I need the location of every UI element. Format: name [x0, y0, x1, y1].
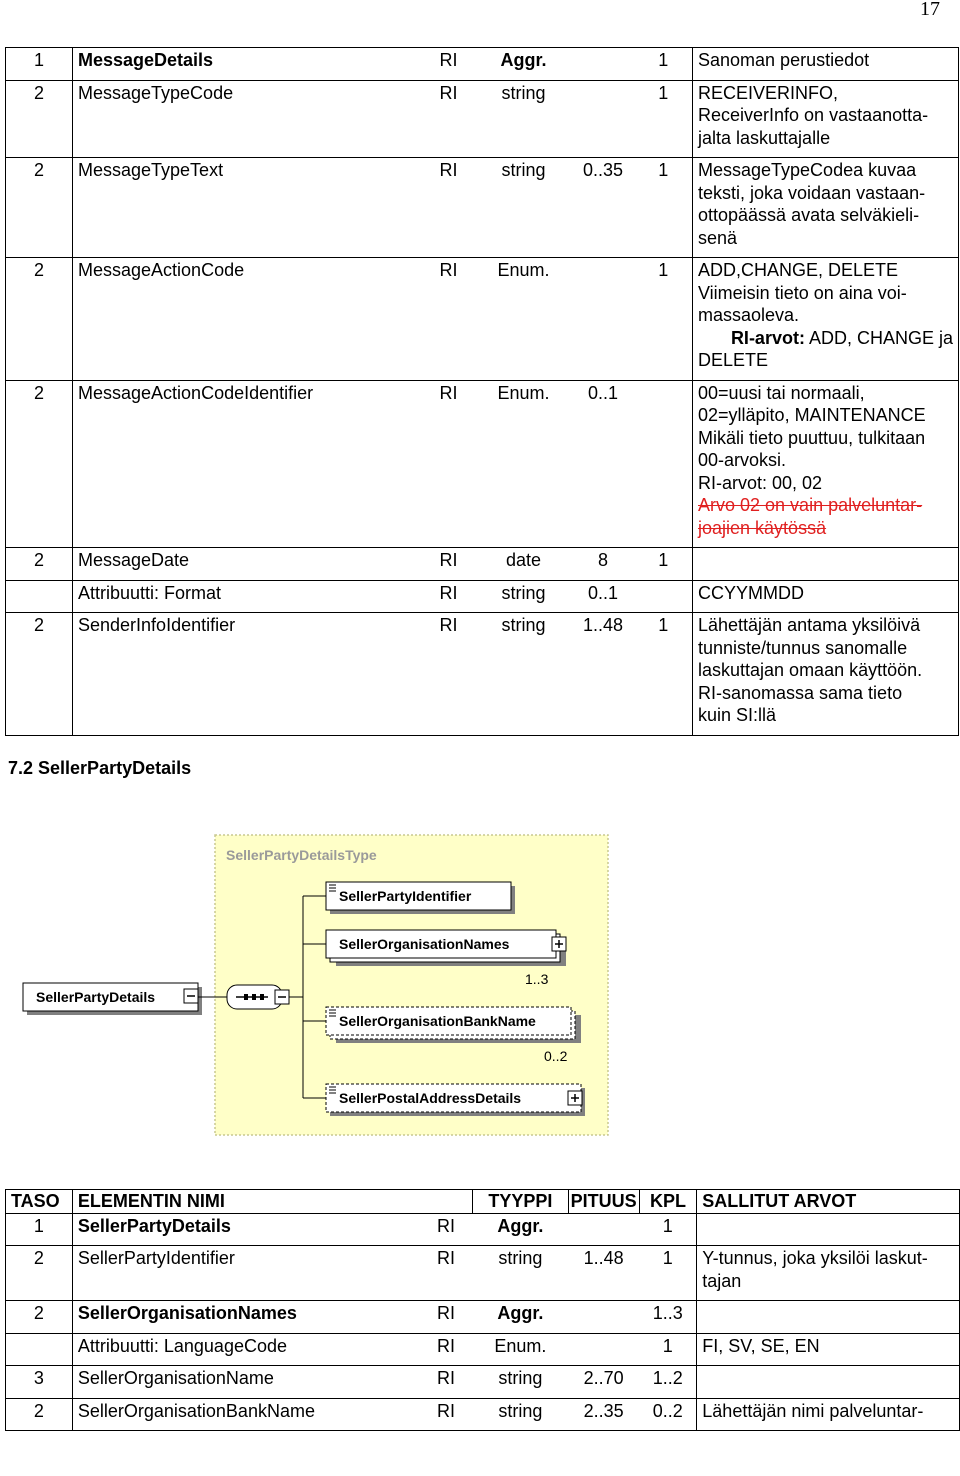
name-cell: Attribuutti: Format [73, 580, 435, 613]
length-cell: 0..35 [572, 158, 635, 258]
usage-cell: RI [432, 1366, 473, 1399]
name-cell: MessageActionCodeIdentifier [73, 380, 435, 548]
level-cell: 2 [6, 1301, 73, 1334]
element-3-cardinality: 0..2 [544, 1048, 568, 1064]
name-cell: MessageTypeText [73, 158, 435, 258]
table-row [6, 380, 959, 548]
table-row [6, 1333, 960, 1366]
length-cell [568, 1301, 639, 1334]
count-cell: 0..2 [639, 1398, 697, 1431]
usage-cell: RI [432, 1398, 473, 1431]
name-cell: SellerPartyIdentifier [72, 1246, 432, 1301]
table-row [6, 258, 959, 381]
level-cell: 1 [6, 1213, 73, 1246]
values-cell [697, 1246, 960, 1301]
value-line: 02=ylläpito, MAINTENANCE [698, 405, 926, 425]
count-cell: 1 [635, 158, 693, 258]
type-label: SellerPartyDetailsType [226, 847, 377, 863]
header-count: KPL [639, 1190, 697, 1214]
usage-cell: RI [432, 1246, 473, 1301]
element-3-label: SellerOrganisationBankName [339, 1013, 536, 1029]
type-cell: string [476, 613, 572, 736]
values-cell [697, 1333, 960, 1366]
value-line: 00=uusi tai normaali, [698, 382, 865, 403]
header-length: PITUUS [568, 1190, 639, 1214]
length-cell [572, 48, 635, 81]
values-cell [693, 380, 959, 548]
root-collapse-icon[interactable] [184, 989, 198, 1003]
count-cell [635, 580, 693, 613]
header-type: TYYPPI [473, 1190, 568, 1214]
value-line: MessageTypeCodea kuvaa [698, 160, 917, 180]
value-line: 00-arvoksi. [698, 450, 787, 470]
type-cell: string [476, 158, 572, 258]
length-cell: 1..48 [568, 1246, 639, 1301]
table-row [6, 80, 959, 158]
value-line: Y-tunnus, joka yksilöi laskut- [702, 1248, 928, 1268]
value-line: RECEIVERINFO, [698, 82, 839, 103]
value-line: teksti, joka voidaan vastaan- [698, 182, 926, 203]
element-2-expand-icon[interactable] [552, 937, 566, 951]
page-number: 17 [920, 0, 940, 20]
type-cell: string [473, 1246, 568, 1301]
type-cell: Enum. [476, 258, 572, 381]
value-line: tajan [702, 1270, 742, 1291]
level-cell: 2 [6, 80, 73, 158]
usage-cell: RI [435, 580, 476, 613]
table-row [6, 48, 959, 81]
count-cell [635, 380, 693, 548]
name-cell: SenderInfoIdentifier [73, 613, 435, 736]
level-cell [6, 1333, 73, 1366]
value-line: DELETE [698, 350, 769, 370]
seller-party-details-table [5, 1189, 960, 1431]
type-cell: Enum. [476, 380, 572, 548]
schema-diagram-svg [20, 830, 615, 1140]
value-line: kuin SI:llä [698, 705, 777, 725]
value-line: senä [698, 227, 738, 248]
level-cell: 2 [6, 158, 73, 258]
level-cell: 1 [6, 48, 73, 81]
value-line: ReceiverInfo on vastaanotta- [698, 105, 929, 125]
table-header-row [6, 1190, 960, 1214]
value-line: jalta laskuttajalle [698, 127, 831, 148]
ri-values-label: RI-arvot: [730, 327, 805, 348]
header-level: TASO [6, 1190, 73, 1214]
type-cell: string [473, 1398, 568, 1431]
element-2-cardinality: 1..3 [525, 971, 549, 987]
length-cell: 0..1 [572, 580, 635, 613]
section-title: 7.2 SellerPartyDetails [8, 758, 192, 778]
values-cell [693, 580, 959, 613]
type-cell: Aggr. [476, 48, 572, 81]
value-line: Mikäli tieto puuttuu, tulkitaan [698, 427, 926, 448]
count-cell: 1 [639, 1333, 697, 1366]
element-2-label: SellerOrganisationNames [339, 936, 510, 952]
length-cell [568, 1333, 639, 1366]
values-cell [697, 1301, 960, 1334]
count-cell: 1..2 [639, 1366, 697, 1399]
count-cell: 1..3 [639, 1301, 697, 1334]
length-cell [572, 258, 635, 381]
value-line: massaoleva. [698, 305, 800, 325]
level-cell: 3 [6, 1366, 73, 1399]
level-cell: 2 [6, 548, 73, 581]
element-4-expand-icon[interactable] [568, 1091, 582, 1105]
value-line: Sanoman perustiedot [698, 50, 870, 70]
value-line: ottopäässä avata selväkieli- [698, 205, 920, 225]
value-line: laskuttajan omaan käyttöön. [698, 660, 923, 680]
level-cell: 2 [6, 613, 73, 736]
length-cell: 2..70 [568, 1366, 639, 1399]
value-line: Lähettäjän antama yksilöivä [698, 615, 921, 635]
count-cell: 1 [635, 258, 693, 381]
table-row [6, 1398, 960, 1431]
name-cell: SellerOrganisationName [72, 1366, 432, 1399]
values-cell [693, 258, 959, 381]
usage-cell: RI [432, 1333, 473, 1366]
usage-cell: RI [435, 80, 476, 158]
level-cell: 2 [6, 380, 73, 548]
name-cell: MessageActionCode [73, 258, 435, 381]
name-cell: SellerOrganisationNames [72, 1301, 432, 1334]
value-line: FI, SV, SE, EN [702, 1335, 820, 1356]
name-cell: MessageDetails [73, 48, 435, 81]
count-cell: 1 [639, 1246, 697, 1301]
value-line: Viimeisin tieto on aina voi- [698, 282, 907, 303]
sequence-compositor-icon[interactable] [227, 985, 289, 1009]
name-cell: SellerOrganisationBankName [72, 1398, 432, 1431]
table-row [6, 1301, 960, 1334]
values-cell [697, 1366, 960, 1399]
usage-cell: RI [435, 158, 476, 258]
length-cell [568, 1213, 639, 1246]
element-1-label: SellerPartyIdentifier [339, 888, 472, 904]
value-line: RI-arvot: 00, 02 [698, 472, 823, 493]
level-cell: 2 [6, 1398, 73, 1431]
value-line: RI-sanomassa sama tieto [698, 682, 903, 703]
count-cell: 1 [635, 613, 693, 736]
table-row [6, 580, 959, 613]
values-cell [693, 613, 959, 736]
table-row [6, 548, 959, 581]
count-cell: 1 [635, 48, 693, 81]
length-cell [572, 80, 635, 158]
count-cell: 1 [635, 80, 693, 158]
name-cell: Attribuutti: LanguageCode [72, 1333, 432, 1366]
count-cell: 1 [635, 548, 693, 581]
usage-cell: RI [432, 1301, 473, 1334]
count-cell: 1 [639, 1213, 697, 1246]
usage-cell: RI [435, 548, 476, 581]
values-cell [693, 158, 959, 258]
message-details-table [5, 47, 959, 736]
length-cell: 1..48 [572, 613, 635, 736]
values-cell [697, 1398, 960, 1431]
name-cell: MessageDate [73, 548, 435, 581]
type-cell: string [476, 80, 572, 158]
values-cell [693, 80, 959, 158]
ri-values-text: ADD, CHANGE ja [804, 327, 953, 348]
usage-cell: RI [432, 1213, 473, 1246]
type-cell: date [476, 548, 572, 581]
value-line [698, 327, 953, 350]
value-line: tunniste/tunnus sanomalle [698, 637, 908, 658]
usage-cell: RI [435, 613, 476, 736]
type-cell: string [473, 1366, 568, 1399]
type-cell: Aggr. [473, 1213, 568, 1246]
header-name: ELEMENTIN NIMI [72, 1190, 472, 1214]
length-cell: 0..1 [572, 380, 635, 548]
values-cell [693, 548, 959, 581]
table-row [6, 158, 959, 258]
value-line: CCYYMMDD [698, 582, 804, 603]
header-values: SALLITUT ARVOT [697, 1190, 960, 1214]
name-cell: MessageTypeCode [73, 80, 435, 158]
table-row [6, 613, 959, 736]
type-cell: string [476, 580, 572, 613]
values-cell [693, 48, 959, 81]
value-line: ADD,CHANGE, DELETE [698, 260, 899, 280]
value-line: Lähettäjän nimi palveluntar- [702, 1400, 924, 1421]
table-row [6, 1246, 960, 1301]
type-cell: Aggr. [473, 1301, 568, 1334]
usage-cell: RI [435, 48, 476, 81]
type-cell: Enum. [473, 1333, 568, 1366]
table-row [6, 1366, 960, 1399]
value-line: joajien käytössä [698, 517, 827, 538]
value-line: Arvo 02 on vain palveluntar- [698, 495, 923, 515]
table-row [6, 1213, 960, 1246]
level-cell: 2 [6, 258, 73, 381]
length-cell: 2..35 [568, 1398, 639, 1431]
usage-cell: RI [435, 380, 476, 548]
schema-diagram [20, 830, 615, 1140]
name-cell: SellerPartyDetails [72, 1213, 432, 1246]
usage-cell: RI [435, 258, 476, 381]
level-cell [6, 580, 73, 613]
element-4-label: SellerPostalAddressDetails [339, 1090, 522, 1106]
values-cell [697, 1213, 960, 1246]
level-cell: 2 [6, 1246, 73, 1301]
length-cell: 8 [572, 548, 635, 581]
root-element-label: SellerPartyDetails [36, 989, 156, 1005]
